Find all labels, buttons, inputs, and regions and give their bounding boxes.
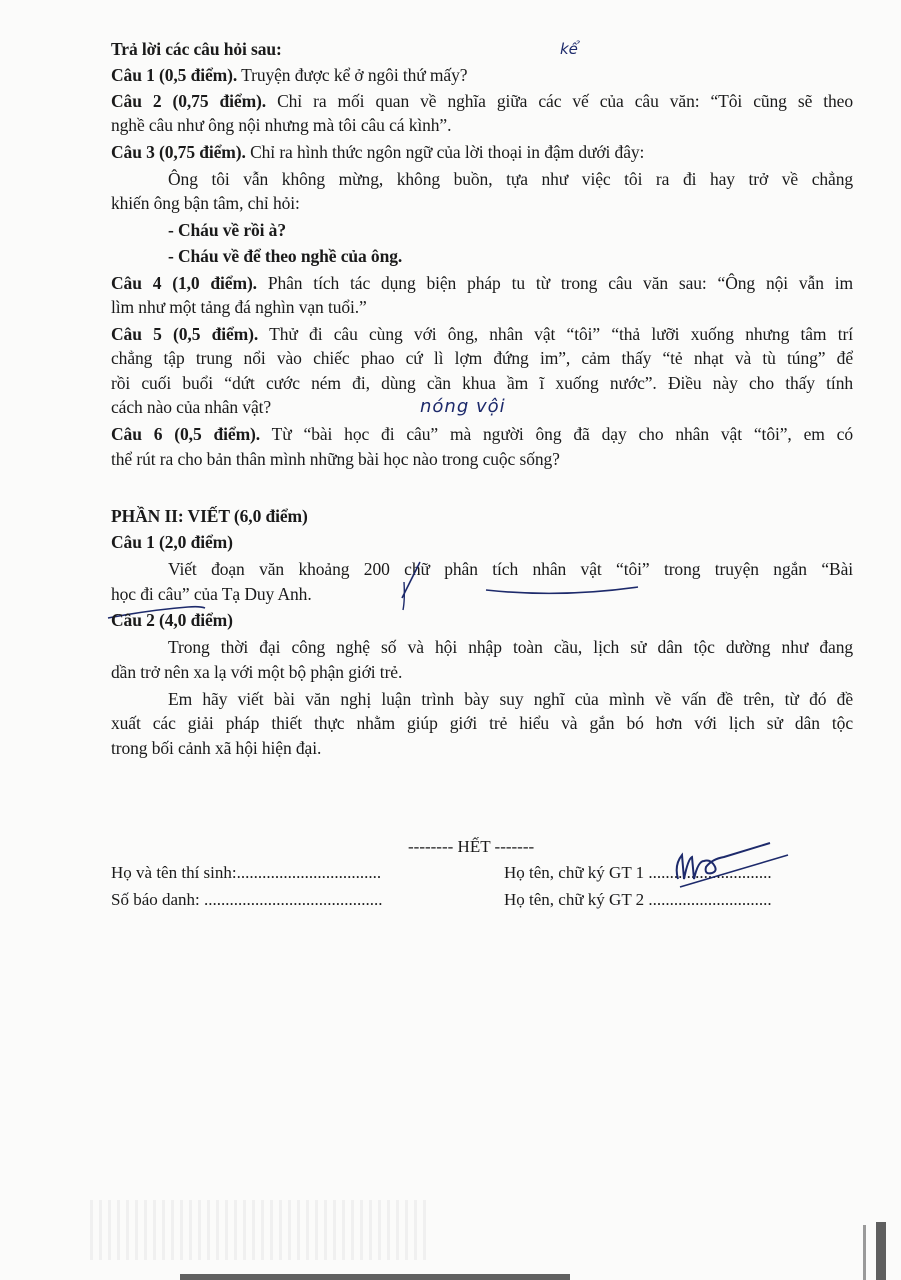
question-5-line-2: chẳng tập trung nổi vào chiếc phao cứ lì lợm đứng im”, cảm thấy “tẻ nhạt và tù túng” để: [111, 348, 853, 368]
dialogue-line-2: - Cháu về để theo nghề của ông.: [168, 246, 403, 266]
question-4-line-2: lìm như một tảng đá nghìn vạn tuổi.”: [111, 297, 367, 317]
candidate-id-field: Số báo danh: ..........................................: [111, 890, 383, 909]
handwritten-note-ke: kể: [560, 40, 578, 58]
question-6-text: Từ “bài học đi câu” mà người ông đã dạy cho nhân vật “tôi”, em có: [260, 424, 853, 444]
bleed-through-text: [180, 1274, 570, 1280]
question-5-line-4: cách nào của nhân vật?: [111, 397, 272, 417]
intro-heading: Trả lời các câu hỏi sau:: [111, 39, 282, 59]
scan-edge-mark-2: [876, 1222, 886, 1280]
question-3-label: Câu 3 (0,75 điểm).: [111, 142, 246, 162]
part-2-heading: PHẦN II: VIẾT (6,0 điểm): [111, 506, 308, 526]
writing-question-2-label: Câu 2 (4,0 điểm): [111, 610, 233, 630]
question-2-text: Chỉ ra mối quan về nghĩa giữa các vế của câu văn: “Tôi cũng sẽ theo: [266, 91, 853, 111]
question-1-label: Câu 1 (0,5 điểm).: [111, 65, 238, 85]
candidate-name-field: Họ và tên thí sinh:..................................: [111, 863, 382, 882]
question-5-text: Thử đi câu cùng với ông, nhân vật “tôi” “thả lưỡi xuống nhưng tâm trí: [258, 324, 853, 344]
bleed-through-pattern: [90, 1200, 430, 1260]
scan-edge-mark: [863, 1225, 866, 1280]
dialogue-line-1: - Cháu về rồi à?: [168, 220, 286, 240]
handwritten-note-nong-voi: nóng vội: [420, 396, 506, 417]
writing-question-1-label: Câu 1 (2,0 điểm): [111, 532, 233, 552]
writing-question-2-p2-line-1: Em hãy viết bài văn nghị luận trình bày suy nghĩ của mình về vấn đề trên, từ đó đề: [168, 689, 853, 709]
writing-question-2-p2-line-2: xuất các giải pháp thiết thực nhằm giúp giới trẻ hiểu và gắn bó hơn với lịch sử dân tộc: [111, 713, 853, 733]
question-6-line-2: thể rút ra cho bản thân mình những bài học nào trong cuộc sống?: [111, 449, 560, 469]
question-4-text: Phân tích tác dụng biện pháp tu từ trong câu văn sau: “Ông nội vẫn im: [256, 273, 853, 293]
end-mark: -------- HẾT -------: [408, 837, 535, 856]
writing-question-1-line-2: học đi câu” của Tạ Duy Anh.: [111, 584, 312, 604]
writing-question-2-p2-line-3: trong bối cảnh xã hội hiện đại.: [111, 738, 322, 758]
excerpt-line-2: khiến ông bận tâm, chỉ hỏi:: [111, 193, 300, 213]
question-2-line-2: nghề câu như ông nội nhưng mà tôi câu cá kình”.: [111, 115, 452, 135]
writing-question-2-p1-line-1: Trong thời đại công nghệ số và hội nhập toàn cầu, lịch sử dân tộc dường như đang: [168, 637, 853, 657]
question-5-label: Câu 5 (0,5 điểm).: [111, 324, 259, 344]
question-2-label: Câu 2 (0,75 điểm).: [111, 91, 267, 111]
writing-question-1-line-1: Viết đoạn văn khoảng 200 chữ phân tích nhân vật “tôi” trong truyện ngắn “Bài: [168, 559, 853, 579]
question-3-text: Chỉ ra hình thức ngôn ngữ của lời thoại in đậm dưới đây:: [245, 142, 645, 162]
writing-question-2-p1-line-2: dần trở nên xa lạ với một bộ phận giới trẻ.: [111, 662, 403, 682]
question-4-label: Câu 4 (1,0 điểm).: [111, 273, 257, 293]
examiner-1-signature: [660, 835, 810, 895]
excerpt-line-1: Ông tôi vẫn không mừng, không buồn, tựa như việc tôi ra đi hay trở về chẳng: [168, 169, 853, 189]
question-5-line-3: rồi cuối buổi “dứt cước ném đi, dùng cần khua ầm ĩ xuống nước”. Điều này cho thấy tính: [111, 373, 853, 393]
examiner-2-field: Họ tên, chữ ký GT 2 .............................: [504, 890, 772, 909]
question-1-text: Truyện được kể ở ngôi thứ mấy?: [237, 65, 468, 85]
question-6-label: Câu 6 (0,5 điểm).: [111, 424, 261, 444]
examiner-1-field: Họ tên, chữ ký GT 1 .............................: [504, 863, 772, 882]
pen-underline-nhan-vat: [486, 587, 638, 593]
